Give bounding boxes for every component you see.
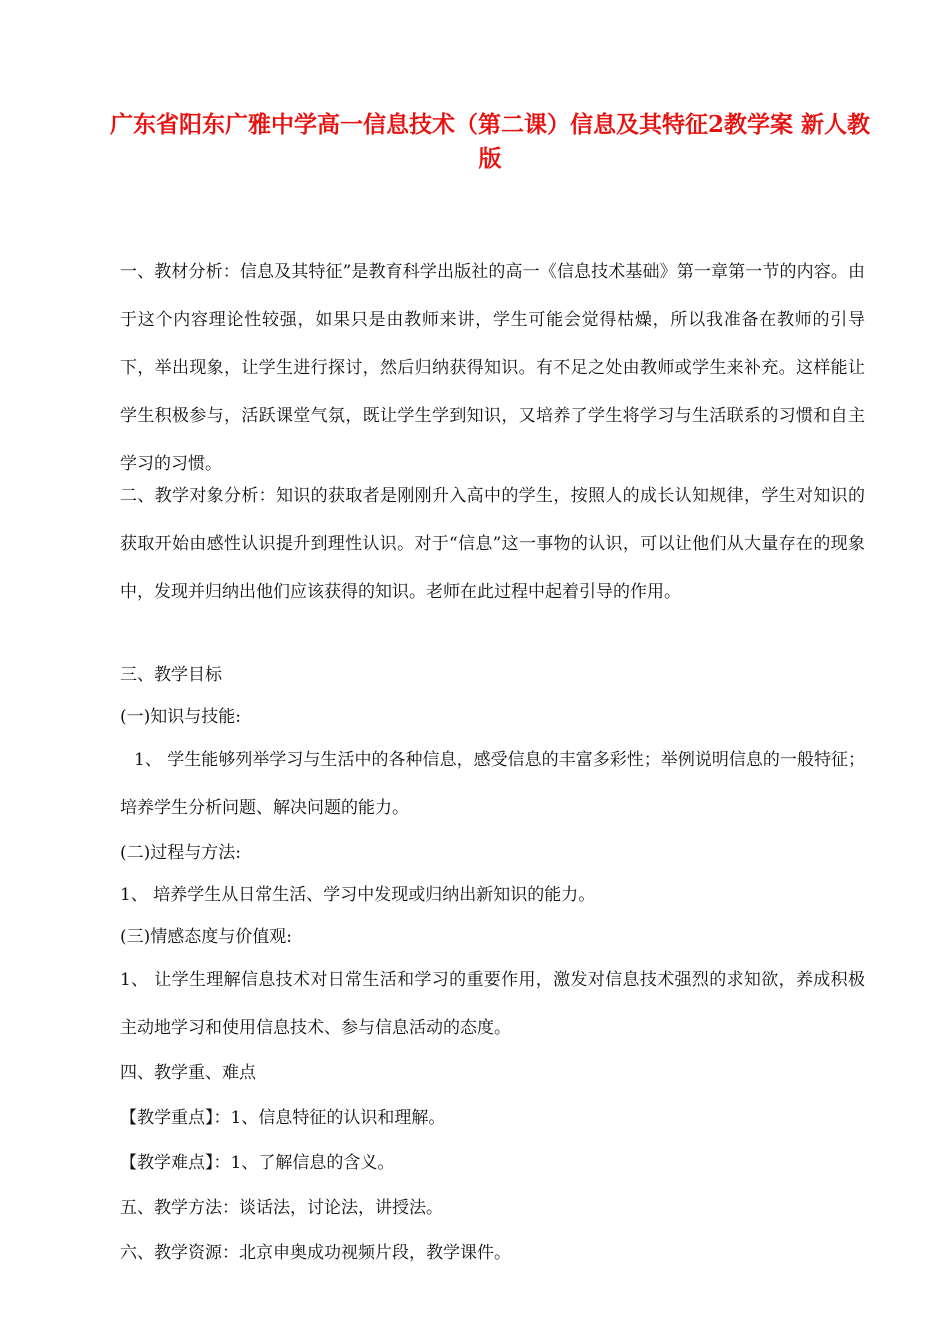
paragraph-process-methods: 1、 培养学生从日常生活、学习中发现或归纳出新知识的能力。: [120, 885, 596, 905]
heading-objectives: 三、教学目标: [120, 665, 222, 685]
paragraph-student-analysis: 二、教学对象分析：知识的获取者是刚刚升入高中的学生，按照人的成长认知规律，学生对知识的获取开始由感性认识提升到理性认识。对于“信息”这一事物的认识，可以让他们从大量存在的现象中，发现并归纳出他们应该获得的知识。老师在此过程中起着引导的作用。: [120, 486, 865, 602]
paragraph-attitudes-values: 1、 让学生理解信息技术对日常生活和学习的重要作用，激发对信息技术强烈的求知欲，养成积极主动地学习和使用信息技术、参与信息活动的态度。: [120, 970, 865, 1038]
section-student-analysis: [120, 472, 865, 616]
paragraph-difficult-point: 【教学难点】：1、了解信息的含义。: [120, 1153, 395, 1173]
heading-attitudes-values: (三)情感态度与价值观:: [120, 927, 292, 947]
section-objectives: [120, 654, 865, 1274]
section-teaching-material-analysis: [120, 248, 865, 488]
document-title: 广东省阳东广雅中学高一信息技术（第二课）信息及其特征2教学案 新人教版: [110, 111, 871, 172]
paragraph-teaching-methods: 五、教学方法：谈话法，讨论法，讲授法。: [120, 1198, 443, 1218]
paragraph-knowledge-skills: 1、 学生能够列举学习与生活中的各种信息，感受信息的丰富多彩性；举例说明信息的一般特征；培养学生分析问题、解决问题的能力。: [120, 750, 865, 818]
paragraph-teaching-resources: 六、教学资源：北京申奥成功视频片段，教学课件。: [120, 1243, 511, 1263]
paragraph-material-analysis: 一、教材分析：信息及其特征”是教育科学出版社的高一《信息技术基础》第一章第一节的内容。由于这个内容理论性较强，如果只是由教师来讲，学生可能会觉得枯燥，所以我准备在教师的引导下，举出现象，让学生进行探讨，然后归纳获得知识。有不足之处由教师或学生来补充。这样能让学生积极参与，活跃课堂气氛，既让学生学到知识，又培养了学生将学习与生活联系的习惯和自主学习的习惯。: [120, 262, 865, 474]
heading-knowledge-skills: (一)知识与技能:: [120, 707, 241, 727]
heading-key-difficult-points: 四、教学重、难点: [120, 1063, 256, 1083]
heading-process-methods: (二)过程与方法:: [120, 843, 241, 863]
paragraph-key-point: 【教学重点】：1、信息特征的认识和理解。: [120, 1108, 446, 1128]
